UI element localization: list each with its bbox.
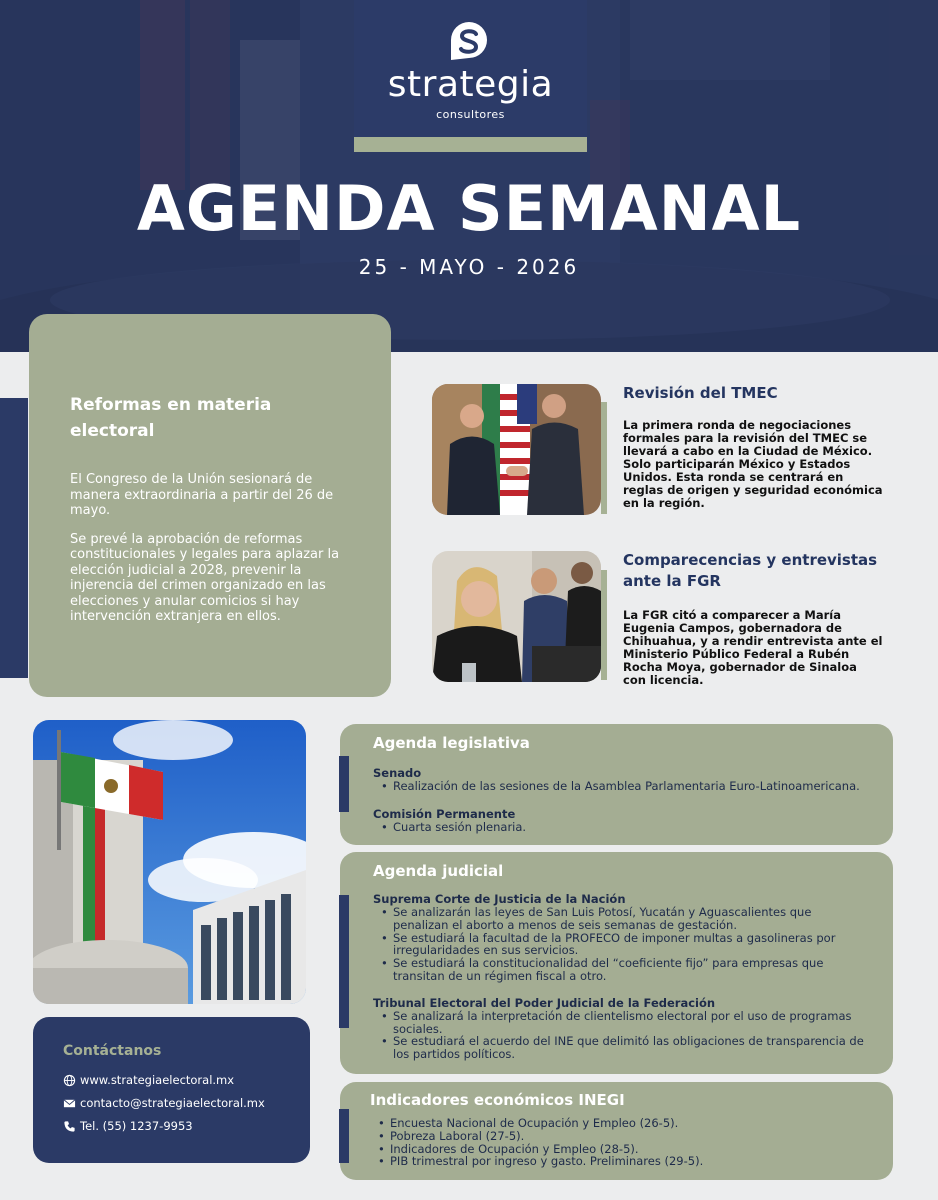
fgr-photo [432,551,601,682]
globe-icon [63,1074,76,1087]
agenda-judicial-card [340,852,893,1074]
list-item: • Cuarta sesión plenaria. [373,821,867,834]
phone-number[interactable]: Tel. (55) 1237-9953 [80,1119,193,1133]
list-item: • Realización de las sesiones de la Asamblea Parlamentaria Euro-Latinoamericana. [373,780,867,793]
list-item: • Se estudiará la facultad de la PROFECO de imponer multas a gasolineras por irregularidades en sus servicios. [373,932,867,958]
list-item: • Se analizará la interpretación de clientelismo electoral por el uso de programas sociales. [373,1010,867,1036]
accent-bar [339,756,349,812]
section-senado: Senado [373,766,422,780]
website-link[interactable]: www.strategiaelectoral.mx [80,1073,235,1087]
news-body-tmec: La primera ronda de negociaciones formales para la revisión del TMEC se llevará a cabo en la Ciudad de México. Solo participarán México y Estados Unidos. Esta ronda se centrará en reglas de origen y seguridad económica en la región. [623,418,883,510]
accent-bar [601,570,607,680]
accent-bar [601,402,607,514]
agenda-legislativa-card [340,724,893,845]
contact-website[interactable] [63,1073,280,1087]
logo-text: strategia [387,64,554,105]
accent-bar [339,895,349,1028]
accent-bar [339,1109,349,1163]
indicadores-card [340,1082,893,1180]
indicadores-list [370,1117,867,1168]
contact-phone[interactable] [63,1119,280,1133]
email-link[interactable]: contacto@strategiaelectoral.mx [80,1096,265,1110]
strategia-logo-icon [447,20,491,62]
list-item: • Pobreza Laboral (27-5). [370,1130,867,1143]
list-item: • Indicadores de Ocupación y Empleo (28-5). [370,1143,867,1156]
electoral-reform-card [29,314,391,697]
comision-list [373,821,867,834]
scjn-list [373,906,867,983]
agenda-legislativa-content [373,756,867,834]
indicadores-title: Indicadores económicos INEGI [370,1091,625,1109]
agenda-judicial-title: Agenda judicial [373,862,504,880]
page-title: AGENDA SEMANAL [136,172,802,245]
senate-photo [33,720,306,1004]
agenda-judicial-content [373,882,867,1061]
list-item: • Se estudiará el acuerdo del INE que delimitó las obligaciones de transparencia de los partidos políticos. [373,1035,867,1061]
news-title-tmec: Revisión del TMEC [623,384,778,402]
card-paragraph: El Congreso de la Unión sesionará de manera extraordinaria a partir del 26 de mayo. [70,472,334,518]
logo-accent-bar [354,137,587,152]
list-item: • Se analizarán las leyes de San Luis Potosí, Yucatán y Aguascalientes que penalizan el aborto a menos de seis semanas de gestación. [373,906,867,932]
section-tepjf: Tribunal Electoral del Poder Judicial de la Federación [373,995,716,1010]
news-title-fgr: Comparecencias y entrevistas ante la FGR [623,551,878,590]
section-comision-permanente: Comisión Permanente [373,806,516,821]
senado-list [373,780,867,793]
list-item: • Encuesta Nacional de Ocupación y Empleo (26-5). [370,1117,867,1130]
list-item: • Se estudiará la constitucionalidad del “coeficiente fijo” para empresas que transitan de un régimen fiscal a otro. [373,957,867,983]
agenda-legislativa-title: Agenda legislativa [373,734,530,752]
logo-subtitle: consultores [436,108,505,121]
card-paragraph: Se prevé la aprobación de reformas constitucionales y legales para aplazar la elección judicial a 2028, prevenir la injerencia del crimen organizado en las elecciones y anular comicios si hay intervención extranjera en ellos. [70,531,340,624]
tepjf-list [373,1010,867,1061]
mail-icon [63,1097,76,1110]
tmec-photo [432,384,601,515]
decorative-strip [0,398,28,678]
phone-icon [63,1120,76,1133]
contact-title: Contáctanos [63,1043,162,1059]
list-item: • PIB trimestral por ingreso y gasto. Preliminares (29-5). [370,1155,867,1168]
indicadores-content [370,1117,867,1168]
contact-card [33,1017,310,1163]
card-title: Reformas en materia electoral [70,395,272,441]
page-date: 25 - MAYO - 2026 [358,255,580,279]
section-scjn: Suprema Corte de Justicia de la Nación [373,892,626,906]
contact-email[interactable] [63,1096,280,1110]
news-body-fgr: La FGR citó a comparecer a María Eugenia Campos, gobernadora de Chihuahua, y a rendir entrevista ante el Ministerio Público Federal a Rubén Rocha Moya, gobernador de Sinaloa con licencia. [623,608,883,687]
